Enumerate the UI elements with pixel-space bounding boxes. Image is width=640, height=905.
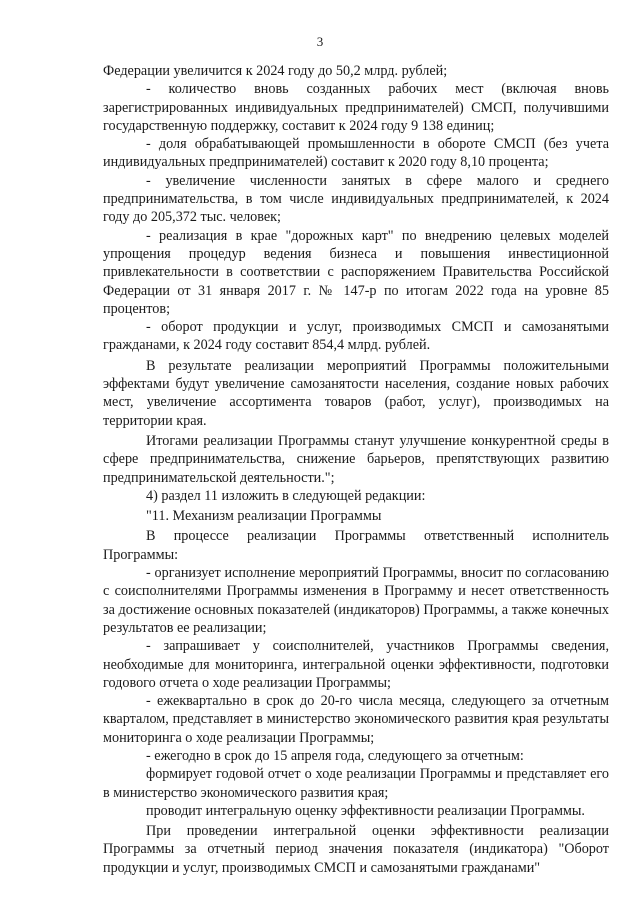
paragraph: Итогами реализации Программы станут улучшение конкурентной среды в сфере предпринимательства, снижение барьеров, препятствующих развитию предпринимательской деятельности."; [103,432,609,486]
bullet-paragraph: - ежеквартально в срок до 20-го числа месяца, следующего за отчетным кварталом, представляет в министерство экономического развития края результаты мониторинга о ходе реализации Программы; [103,693,609,746]
paragraph: формирует годовой отчет о ходе реализации Программы и представляет его в министерство экономического развития края; [103,766,609,801]
paragraph: В результате реализации мероприятий Программы положительными эффектами будут увеличение самозанятости населения, создание новых рабочих мест, увеличение ассортимента товаров (работ, услуг), производимых на территории края. [103,357,609,429]
paragraph: Федерации увеличится к 2024 году до 50,2 млрд. рублей; [103,63,448,79]
bullet-paragraph: - ежегодно в срок до 15 апреля года, следующего за отчетным: [146,747,524,764]
bullet-paragraph: - оборот продукции и услуг, производимых СМСП и самозанятыми гражданами, к 2024 году составит 854,4 млрд. рублей. [103,319,609,354]
bullet-paragraph: - реализация в крае "дорожных карт" по внедрению целевых моделей упрощения процедур ведения бизнеса и повышения инвестиционной привлекательности в соответствии с распоряжением Правительства Российской Федерации от 31 января 2017 г. № 147-р по итогам 2022 года на уровне 85 процентов; [103,227,609,317]
page-number: 3 [316,34,324,49]
bullet-paragraph: - организует исполнение мероприятий Программы, вносит по согласованию с соисполнителями Программы изменения в Программу и несет ответственность за достижение основных показателей (индикаторов) Программы, а также конечных результатов ее реализации; [103,565,609,636]
paragraph: проводит интегральную оценку эффективности реализации Программы. [146,802,585,819]
bullet-paragraph: - доля обрабатывающей промышленности в обороте СМСП (без учета индивидуальных предпринимателей) составит к 2020 году 8,10 процента; [103,136,609,171]
paragraph: 4) раздел 11 изложить в следующей редакции: [146,487,426,504]
document-body [103,62,609,877]
bullet-paragraph: - количество вновь созданных рабочих мест (включая вновь зарегистрированных индивидуальных предпринимателей) СМСП, получившими государственную поддержку, составит к 2024 году 9 138 единиц; [103,81,609,134]
section-heading: "11. Механизм реализации Программы [146,508,382,525]
paragraph: В процессе реализации Программы ответственный исполнитель Программы: [103,528,609,563]
bullet-paragraph: - увеличение численности занятых в сфере малого и среднего предпринимательства, в том числе индивидуальных предпринимателей, к 2024 году до 205,372 тыс. человек; [103,172,609,226]
bullet-paragraph: - запрашивает у соисполнителей, участников Программы сведения, необходимые для мониторинга, интегральной оценки эффективности, подготовки годового отчета о ходе реализации Программы; [103,638,609,691]
paragraph: При проведении интегральной оценки эффективности реализации Программы за отчетный период значения показателя (индикатора) "Оборот продукции и услуг, производимых СМСП и самозанятыми гражданами" [103,823,609,876]
